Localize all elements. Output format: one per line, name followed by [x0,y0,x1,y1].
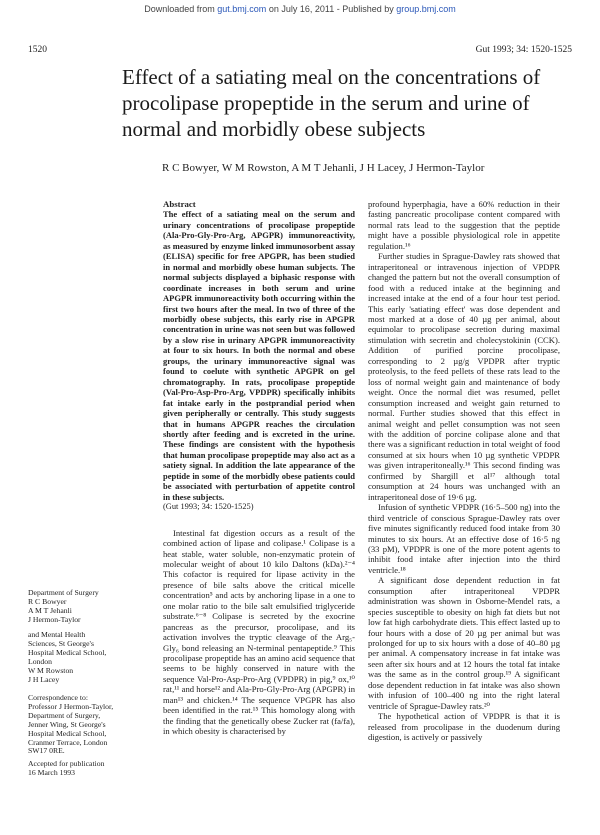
dept-2-person: W M Rowston [28,665,74,675]
corr-line: Department of Surgery, [28,710,101,720]
corr-line: Jenner Wing, St George's [28,719,106,729]
dept-2-line: Hospital Medical School, [28,647,107,657]
dept-1-person: R C Bowyer [28,596,67,606]
abstract-citation: (Gut 1993; 34: 1520-1525) [163,502,254,512]
article-title: Effect of a satiating meal on the concentrations of procolipase propeptide in the serum and urine of normal and morbidly obese subjects [122,65,541,141]
corr-line: Professor J Hermon-Taylor, [28,701,114,711]
group-link[interactable]: group.bmj.com [396,4,456,14]
dept-2-line: and Mental Health [28,630,86,639]
column-right [368,199,560,743]
body-paragraph: Further studies in Sprague-Dawley rats showed that intraperitoneal or intravenous injection of VPDPR changed the pattern but not the overall consumption of food with a reduced intake at the beginning and increased intake at the end of a four hour test period. This early 'satiating effect' was dose dependent and most marked at a dose of 40 µg per animal, about equimolar to procolipase secretion during maximal stimulation with secretin and cholecystokinin (CCK). Addition of purified porcine procolipase, corresponding to 2 µg/g VPDPR after tryptic proteolysis, to the feed pellets of these rats lead to the loss of normal weight gain and maintenance of body weight. Once the normal diet was resumed, pellet consumption increased and weight gain returned to normal. Further studies showed that this effect in animal weight and pellet consumption was not seen with the addition of porcine colipase alone and that there was a significant reduction in total weight of food consumed at six hours when 10 µg synthetic VPDPR was given intraperitoneally.¹⁶ This second finding was confirmed by Shargill et al¹⁷ although total consumption at 24 hours was unchanged with an intraperitoneal dose of 19·6 µg. [368,251,560,502]
corr-line: Correspondence to: [28,693,88,702]
download-middle: on July 16, 2011 - Published by [268,4,394,14]
dept-2-line: London [28,656,52,666]
intro-paragraph: Intestinal fat digestion occurs as a result of the combined action of lipase and colipase.¹ Colipase is a heat stable, water soluble, non-enzymatic protein of molecular weight of about 10 kilo Daltons (kDa).²⁻⁴ This cofactor is required for lipase activity in the presence of bile salts above the critical micelle concentration⁵ and acts by anchoring lipase in a one to one molar ratio to the bile salt emulsified triglyceride substrate.⁶⁻⁸ Colipase is secreted by the exocrine pancreas as the precursor, procolipase, and its activation involves the tryptic cleavage of the Arg₅-Gly₆ bond releasing an N-terminal pentapeptide.⁹ This procolipase propeptide has an amino acid sequence that seems to be highly conserved in nature with the sequence Val-Pro-Asp-Pro-Arg (VPDPR) in pig,⁹ ox,¹⁰ rat,¹¹ and horse¹² and Ala-Pro-Gly-Pro-Arg (APGPR) in man¹³ and chicken.¹⁴ The sequence VPGPR has also been identified in the rat.¹⁵ This homology along with the finding that the genetically obese Zucker rat (fa/fa), in which obesity is characterised by [163,527,355,737]
download-banner [0,4,600,14]
affiliation-2 [28,631,148,684]
body-paragraph: The hypothetical action of VPDPR is that it is released from procolipase in the duodenum during digestion, is actively or passively [368,711,560,743]
corr-line: Hospital Medical School, [28,728,107,738]
dept-1: Department of Surgery [28,588,99,597]
dept-1-person: A M T Jehanli [28,605,72,615]
affiliation-1 [28,589,148,625]
page-number: 1520 [28,45,47,55]
column-left [163,199,355,737]
body-paragraph: A significant dose dependent reduction in fat consumption after intraperitoneal VPDPR administration was shown in Osborne-Mendel rats, a species susceptible to obesity on high fat diets but not low fat high carbohydrate diets. This effect lasted up to four hours with a dose of 20 µg per animal but was prolonged for up to six hours with a dose of 40–80 µg per animal. A compensatory increase in fat intake was seen after six hours and at 12 hours the total fat intake was the same as in the control group.¹⁹ A significant dose dependent reduction in fat intake was also shown with infusion of 100–400 ng into the right lateral ventricle of Sprague-Dawley rats.²⁰ [368,575,560,711]
dept-2-line: Sciences, St George's [28,638,94,648]
body-paragraph: Infusion of synthetic VPDPR (16·5–500 ng) into the third ventricle of conscious Sprague-Dawley rats over five minutes significantly reduced food intake from 30 minutes to six hours. At an effective dose of 16·5 ng (33 pM), VPDPR is one of the more potent agents to inhibit food intake after injection into the third ventricle.¹⁸ [368,502,560,575]
corr-line: SW17 0RE. [28,746,65,756]
download-prefix: Downloaded from [144,4,215,14]
dept-1-person: J Hermon-Taylor [28,614,81,624]
continued-paragraph: profound hyperphagia, have a 60% reduction in their fasting pancreatic procolipase content compared with normal rats lead to the suggestion that the peptide might have a possible physiological role in appetite regulation.¹⁶ [368,199,560,251]
acceptance-note [28,760,148,778]
accepted-line: Accepted for publication [28,759,105,768]
journal-citation: Gut 1993; 34: 1520-1525 [475,45,572,55]
accepted-line: 16 March 1993 [28,767,75,777]
abstract-heading: Abstract [163,199,196,209]
correspondence [28,694,148,756]
corr-line: Cranmer Terrace, London [28,737,108,747]
author-list: R C Bowyer, W M Rowston, A M T Jehanli, J H Lacey, J Hermon-Taylor [162,162,485,174]
gut-link[interactable]: gut.bmj.com [217,4,267,14]
running-header [28,45,572,55]
dept-2-person: J H Lacey [28,674,60,684]
abstract-body: The effect of a satiating meal on the serum and urinary concentrations of procolipase propeptide (Ala-Pro-Gly-Pro-Arg, APGPR) immunoreactivity, as measured by enzyme linked immunosorbent assay (ELISA) specific for free APGPR, has been studied in normal and morbidly obese human subjects. The normal subjects displayed a biphasic response with coordinate increases in both serum and urine APGPR immunoreactivity both occurring within the first two hours after the meal. In two of three of the morbidly obese subjects, this early rise in APGPR concentration in urine was not seen but was followed by a slow rise in urinary APGPR immunoreactivity at four to six hours. In both the normal and obese groups, the urinary immunoreactive signal was found to coelute with synthetic APGPR on gel chromatography. In rats, procolipase propeptide (Val-Pro-Asp-Pro-Arg, VPDPR) specifically inhibits fat intake early in the postprandial period when given peripherally or centrally. This study suggests that in humans APGPR reaches the circulation shortly after feeding and is excreted in the urine. These findings are consistent with the hypothesis that human procolipase propeptide may also act as a satiety signal. In addition the late appearance of the peptide in some of the morbidly obese patients could be associated with perturbation of appetite control in these subjects. [163,209,355,502]
